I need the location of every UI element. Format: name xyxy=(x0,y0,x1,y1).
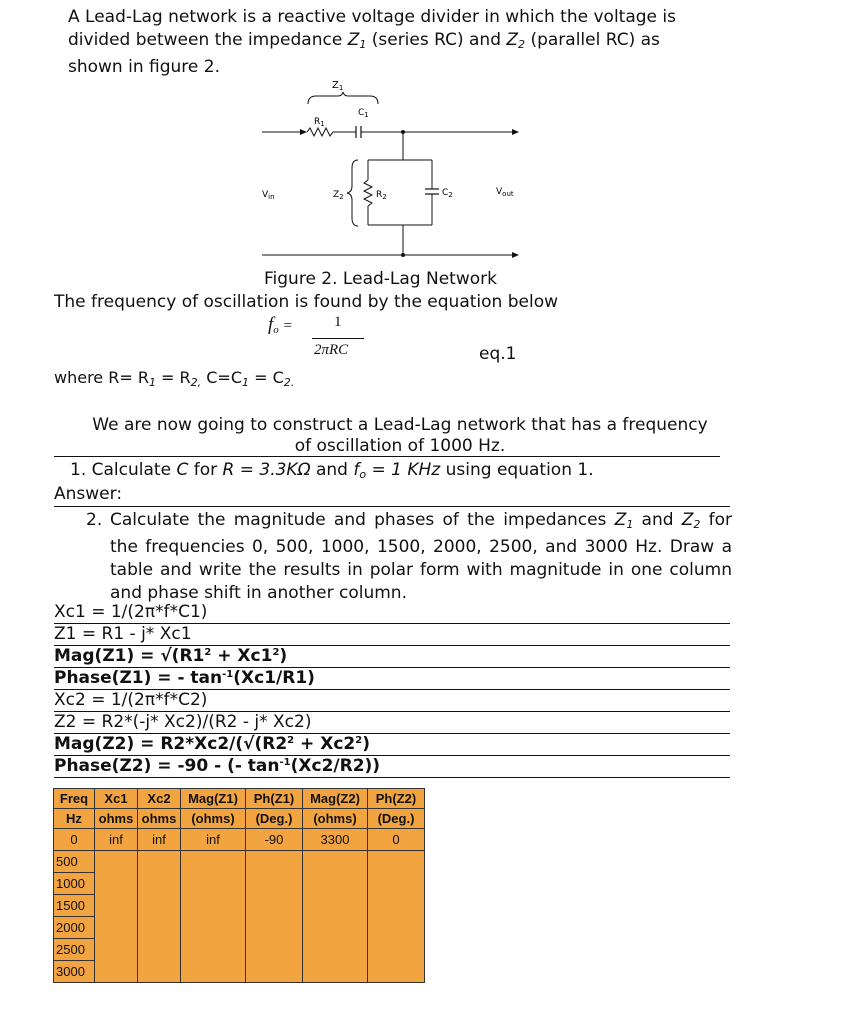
phase-z1-part: (Xc1/R1) xyxy=(233,668,315,688)
table-cell: -90 xyxy=(246,829,303,851)
where-text: = C xyxy=(249,368,284,387)
q2-text-part: Calculate the magnitude and phases of the impedances xyxy=(110,510,615,530)
mag-z1-part: + Xc1 xyxy=(211,646,273,666)
header-cell: Ph(Z2) xyxy=(368,789,425,809)
header-cell: Hz xyxy=(54,809,95,829)
mag-z2-part: ) xyxy=(362,734,370,754)
table-cell xyxy=(138,873,181,895)
z1-bracket xyxy=(308,92,378,104)
z2-subscript: 2 xyxy=(518,38,526,51)
table-cell xyxy=(246,895,303,917)
z1-symbol: Z xyxy=(347,30,360,50)
q2-z2-subscript: 2 xyxy=(693,518,701,531)
table-header-row xyxy=(54,809,425,829)
freq-cell: 2000 xyxy=(54,917,95,939)
header-cell: (ohms) xyxy=(181,809,246,829)
q1-f-symbol: f xyxy=(353,460,360,480)
table-cell xyxy=(181,851,246,873)
formula-xc1: Xc1 = 1/(2π*f*C1) xyxy=(54,602,208,622)
mag-z2-part: Mag(Z2) = R2*Xc2/(√(R2 xyxy=(54,734,288,754)
q1-f-subscript: o xyxy=(359,468,367,481)
table-row xyxy=(54,829,425,851)
table-cell xyxy=(181,961,246,983)
equals-sign: = xyxy=(283,318,292,334)
q1-text: and xyxy=(310,460,354,480)
q1-text: for xyxy=(188,460,223,480)
table-cell: inf xyxy=(181,829,246,851)
answer-underline xyxy=(54,506,730,507)
f-subscript: o xyxy=(273,324,279,336)
question-1 xyxy=(70,460,594,481)
where-subscript: 2, xyxy=(190,376,202,389)
table-cell xyxy=(368,851,425,873)
intro-text: divided between the impedance xyxy=(68,30,348,50)
table-row xyxy=(54,939,425,961)
table-cell: 3300 xyxy=(303,829,368,851)
table-cell xyxy=(138,895,181,917)
z1-subscript: 1 xyxy=(359,38,367,51)
table-cell xyxy=(368,917,425,939)
formula-phase-z1 xyxy=(54,668,315,688)
top-arrow-out xyxy=(512,129,519,135)
table-cell xyxy=(95,961,138,983)
table-cell: 0 xyxy=(54,829,95,851)
table-cell xyxy=(138,961,181,983)
q2-text xyxy=(110,509,732,605)
intro-line-3: shown in figure 2. xyxy=(68,57,220,77)
where-subscript: 1 xyxy=(148,376,156,389)
table-header-row xyxy=(54,789,425,809)
c1-label: $C_1$ xyxy=(358,108,369,119)
phase-z1-part: Phase(Z1) = - tan xyxy=(54,668,223,688)
formula-z2: Z2 = R2*(-j* Xc2)/(R2 - j* Xc2) xyxy=(54,712,312,732)
table-cell xyxy=(246,851,303,873)
header-cell: Freq xyxy=(54,789,95,809)
q2-z1-symbol: Z xyxy=(614,510,627,530)
formula-phase-z2 xyxy=(54,756,380,776)
table-cell xyxy=(181,917,246,939)
freq-cell: 2500 xyxy=(54,939,95,961)
vin-label: $V_{in}$ xyxy=(262,190,275,201)
figure-caption: Figure 2. Lead-Lag Network xyxy=(264,269,497,289)
where-text: where R= R xyxy=(54,368,149,387)
construct-statement xyxy=(80,415,720,457)
table-row xyxy=(54,961,425,983)
where-text: C=C xyxy=(201,368,242,387)
table-cell xyxy=(368,939,425,961)
mag-z1-part: ) xyxy=(279,646,288,666)
table-cell xyxy=(138,917,181,939)
squared-sup: 2 xyxy=(287,735,295,746)
freq-cell: 500 xyxy=(54,851,95,873)
table-row xyxy=(54,851,425,873)
r2-label: $R_2$ xyxy=(376,190,387,201)
table-cell xyxy=(303,917,368,939)
question-2 xyxy=(86,509,732,605)
z2-symbol: Z xyxy=(506,30,519,50)
header-cell: Ph(Z1) xyxy=(246,789,303,809)
table-cell xyxy=(368,895,425,917)
z2-bracket xyxy=(347,160,358,226)
formula-mag-z1 xyxy=(54,646,287,666)
table-cell xyxy=(95,895,138,917)
intro-text: (parallel RC) as xyxy=(525,30,660,50)
table-cell xyxy=(95,851,138,873)
mag-z2-part: + Xc2 xyxy=(294,734,356,754)
table-cell xyxy=(181,895,246,917)
q1-text: using equation 1. xyxy=(440,460,594,480)
header-cell: (Deg.) xyxy=(246,809,303,829)
fraction-bar xyxy=(312,338,364,339)
q2-number: 2. xyxy=(86,510,103,530)
equation-denominator: 2πRC xyxy=(314,342,349,358)
r2-resistor xyxy=(364,180,372,206)
vout-label: $V_{out}$ xyxy=(496,187,514,198)
q1-number: 1. xyxy=(70,460,87,480)
table-cell xyxy=(368,873,425,895)
squared-sup: 2 xyxy=(355,735,363,746)
table-cell xyxy=(95,873,138,895)
table-row xyxy=(54,917,425,939)
freq-cell: 1000 xyxy=(54,873,95,895)
q1-text: Calculate xyxy=(86,460,177,480)
table-cell xyxy=(303,939,368,961)
intro-line-1: A Lead-Lag network is a reactive voltage divider in which the voltage is xyxy=(68,7,676,27)
table-cell xyxy=(303,961,368,983)
c2-label: $C_2$ xyxy=(442,188,453,199)
formula-z1: Z1 = R1 - j* Xc1 xyxy=(54,624,192,644)
q1-text: = xyxy=(366,460,392,480)
header-cell: Xc1 xyxy=(95,789,138,809)
table-cell xyxy=(246,873,303,895)
z2-label: $Z_2$ xyxy=(333,190,344,201)
table-cell xyxy=(246,939,303,961)
f-symbol: f xyxy=(268,314,274,335)
answer-label: Answer: xyxy=(54,484,123,504)
r1-resistor xyxy=(307,128,350,136)
freq-cell: 3000 xyxy=(54,961,95,983)
mag-z1-part: Mag(Z1) = √(R1 xyxy=(54,646,205,666)
table-cell xyxy=(303,873,368,895)
header-cell: Mag(Z2) xyxy=(303,789,368,809)
where-text: = R xyxy=(155,368,191,387)
where-definition xyxy=(54,368,294,389)
table-row xyxy=(54,895,425,917)
table-row xyxy=(54,873,425,895)
z1-label: $Z_1$ xyxy=(332,80,344,92)
table-cell xyxy=(181,873,246,895)
lead-lag-circuit-diagram xyxy=(0,0,844,270)
formula-xc2: Xc2 = 1/(2π*f*C2) xyxy=(54,690,208,710)
inverse-sup: -1 xyxy=(222,669,234,680)
separator-line xyxy=(54,456,720,457)
table-cell: inf xyxy=(138,829,181,851)
table-cell xyxy=(246,961,303,983)
formula-rule xyxy=(54,777,730,778)
header-cell: (ohms) xyxy=(303,809,368,829)
equation-lhs xyxy=(268,314,292,336)
header-cell: (Deg.) xyxy=(368,809,425,829)
table-cell xyxy=(95,939,138,961)
table-cell xyxy=(303,851,368,873)
inverse-sup: -1 xyxy=(279,757,291,768)
construct-line-2: of oscillation of 1000 Hz. xyxy=(294,436,506,456)
bottom-arrow-out xyxy=(512,252,519,258)
table-cell xyxy=(368,961,425,983)
q1-f-value: 1 KHz xyxy=(391,460,441,480)
table-cell xyxy=(138,851,181,873)
equation-numerator: 1 xyxy=(334,314,342,330)
top-arrow-in xyxy=(300,129,307,135)
phase-z2-part: Phase(Z2) = -90 - (- tan xyxy=(54,756,280,776)
header-cell: Xc2 xyxy=(138,789,181,809)
intro-text: (series RC) and xyxy=(366,30,507,50)
table-cell xyxy=(303,895,368,917)
header-cell: Mag(Z1) xyxy=(181,789,246,809)
squared-sup: 2 xyxy=(204,647,212,658)
where-subscript: 2. xyxy=(283,376,295,389)
q1-c-symbol: C xyxy=(176,460,189,480)
construct-line-1: We are now going to construct a Lead-Lag network that has a frequency xyxy=(92,415,708,435)
q2-z2-symbol: Z xyxy=(681,510,694,530)
frequency-sentence: The frequency of oscillation is found by the equation below xyxy=(54,292,558,312)
table-cell xyxy=(95,917,138,939)
results-table xyxy=(53,788,425,983)
where-subscript: 1 xyxy=(242,376,249,389)
table-cell: 0 xyxy=(368,829,425,851)
table-cell xyxy=(138,939,181,961)
header-cell: ohms xyxy=(95,809,138,829)
freq-cell: 1500 xyxy=(54,895,95,917)
equation-label: eq.1 xyxy=(479,344,517,364)
q2-z1-subscript: 1 xyxy=(626,518,634,531)
phase-z2-part: (Xc2/R2)) xyxy=(290,756,381,776)
header-cell: ohms xyxy=(138,809,181,829)
squared-sup: 2 xyxy=(272,647,280,658)
formula-mag-z2 xyxy=(54,734,370,754)
table-cell xyxy=(246,917,303,939)
table-cell xyxy=(181,939,246,961)
table-cell: inf xyxy=(95,829,138,851)
q2-text-part: and xyxy=(633,510,682,530)
q1-r-value: R = 3.3KΩ xyxy=(222,460,311,480)
r1-label: $R_1$ xyxy=(314,117,325,128)
q2-text-part: for the frequencies 0, 500, 1000, 1500, 2000, 2500, and 3000 Hz. Draw a table and write the results in polar form with magnitude in one column and phase shift in another column. xyxy=(110,510,733,603)
